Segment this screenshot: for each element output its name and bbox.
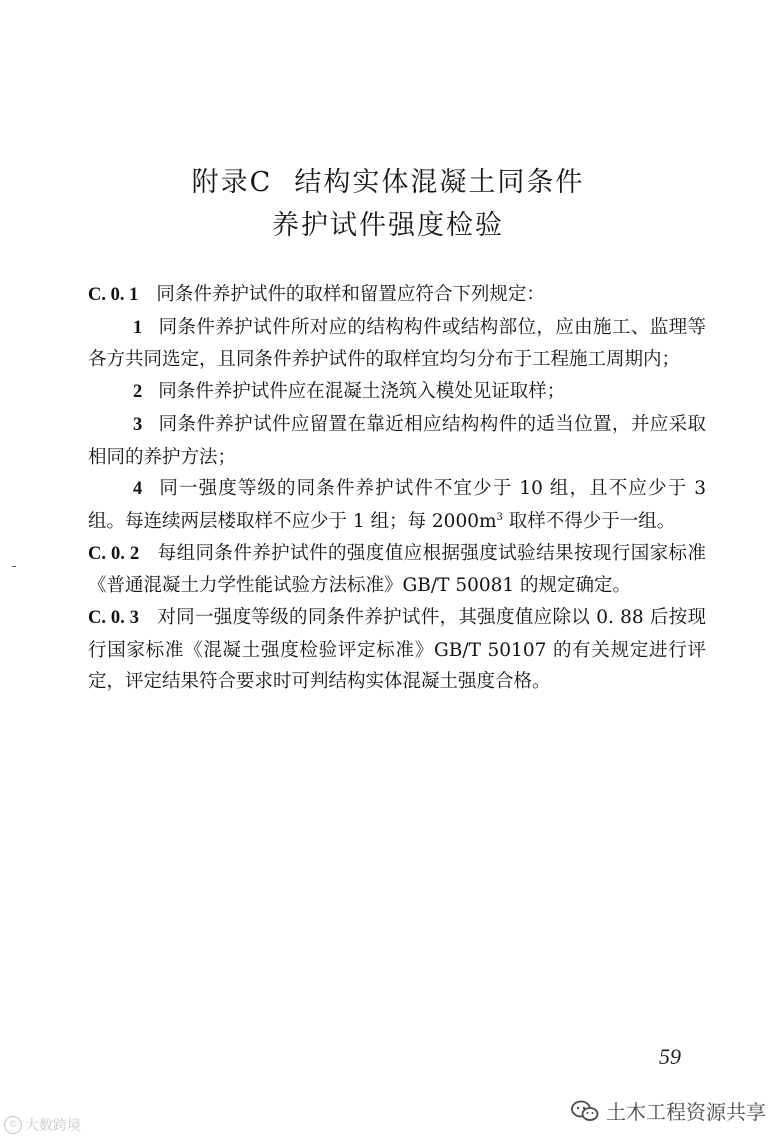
item-text-tail: 取样不得少于一组。	[502, 510, 676, 532]
item-number: 3	[133, 414, 143, 435]
appendix-title-line1	[0, 160, 776, 199]
item-text: 同一强度等级的同条件养护试件不宜少于 10 组，且不应少于 3 组。每连续两层楼取样不应少于 1 组；每 2000m	[88, 478, 706, 532]
superscript: 3	[496, 511, 503, 523]
appendix-body	[88, 279, 706, 698]
page-number: 59	[659, 1044, 681, 1069]
item-text: 同条件养护试件应留置在靠近相应结构构件的适当位置，并应采取相同的养护方法；	[88, 413, 706, 468]
clause-c01	[88, 279, 706, 312]
appendix-title-text: 结构实体混凝土同条件	[294, 167, 585, 198]
clause-item-3	[88, 409, 706, 473]
clause-item-1	[88, 312, 706, 376]
watermark-left-text: 大数跨境	[25, 1118, 81, 1134]
clause-item-4	[88, 473, 706, 537]
appendix-title-line2: 养护试件强度检验	[272, 210, 504, 241]
clause-c03	[88, 602, 706, 698]
clause-text: 对同一强度等级的同条件养护试件，其强度值应除以 0. 88 后按现行国家标准《混凝土强度检验评定标准》GB/T 50107 的有关规定进行评定，评定结果符合要求时可判结构实体混凝土强度合格。	[88, 607, 706, 693]
wechat-icon	[570, 1100, 600, 1122]
item-number: 4	[133, 479, 143, 500]
cc-icon: ©	[4, 1116, 22, 1134]
watermark-right-text: 土木工程资源共享	[606, 1100, 766, 1124]
clause-number: C. 0. 3	[88, 608, 139, 629]
clause-text: 同条件养护试件的取样和留置应符合下列规定：	[156, 284, 545, 305]
clause-number: C. 0. 2	[88, 543, 140, 564]
item-number: 2	[133, 382, 143, 403]
clause-text: 每组同条件养护试件的强度值应根据强度试验结果按现行国家标准《普通混凝土力学性能试验方法标准》GB/T 50081 的规定确定。	[88, 542, 706, 597]
appendix-code: 附录C	[191, 167, 273, 198]
clause-c02	[88, 538, 706, 602]
item-text: 同条件养护试件所对应的结构构件或结构部位，应由施工、监理等各方共同选定，且同条件养护试件的取样宜均匀分布于工程施工周期内；	[88, 316, 706, 371]
watermark-left	[4, 1115, 81, 1135]
watermark-right	[570, 1096, 766, 1125]
item-number: 1	[133, 317, 143, 338]
scan-speck	[12, 566, 16, 567]
item-text: 同条件养护试件应在混凝土浇筑入模处见证取样；	[158, 381, 566, 403]
clause-number: C. 0. 1	[88, 285, 139, 305]
clause-item-2	[88, 376, 706, 409]
